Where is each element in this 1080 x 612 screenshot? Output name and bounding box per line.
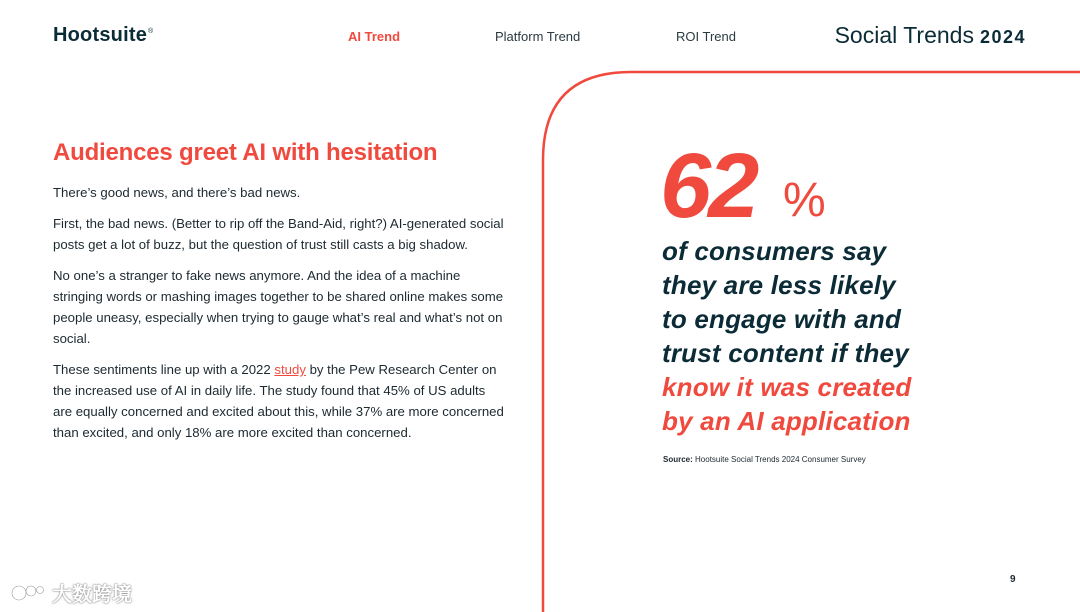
watermark-logo-icon — [10, 582, 46, 604]
nav-roi-trend[interactable]: ROI Trend — [676, 29, 736, 44]
brand-title: Social Trends — [834, 22, 974, 48]
watermark — [10, 578, 132, 607]
nav-ai-trend[interactable]: AI Trend — [348, 29, 401, 44]
article-paragraph-3: No one’s a stranger to fake news anymore. And the idea of a machine stringing words or mashing images together to be shared online makes some people uneasy, especially when trying to gauge what’s real and what’s not on social. — [53, 268, 504, 346]
logo-text: Hootsuite — [53, 24, 148, 46]
article-heading: Audiences greet AI with hesitation — [53, 139, 438, 166]
source-label: Source: — [663, 455, 693, 464]
stat-line-3: to engage with and — [662, 304, 902, 334]
stat-percent-sign: % — [783, 174, 826, 227]
paragraph-4-after: by the Pew Research Center on the increased use of AI in daily life. The study found that 45% of US adults are equally concerned and excited about this, while 37% are more concerned than excited, and only 18% are more excited than concerned. — [53, 362, 504, 440]
article-paragraph-4 — [53, 359, 505, 443]
stat-number: 62 — [660, 135, 757, 237]
article-paragraph-2: First, the bad news. (Better to rip off the Band-Aid, right?) AI-generated social posts get a lot of buzz, but the question of trust still casts a big shadow. — [53, 216, 504, 252]
article-body — [53, 182, 505, 453]
brand-year: 2024 — [979, 27, 1026, 47]
study-link[interactable]: study — [274, 362, 306, 377]
page-number: 9 — [1010, 574, 1016, 585]
stat-line-1: of consumers say — [662, 236, 887, 266]
stat-statement — [662, 234, 982, 438]
stat-highlight-line-1: know it was created — [662, 372, 912, 402]
logo-registered-mark: ® — [148, 28, 154, 36]
article-paragraph-1: There’s good news, and there’s bad news. — [53, 185, 301, 200]
paragraph-4-before: These sentiments line up with a 2022 — [53, 362, 275, 377]
source-note — [663, 455, 866, 464]
source-text: Hootsuite Social Trends 2024 Consumer Survey — [695, 455, 866, 464]
stat-highlight-line-2: by an AI application — [662, 406, 911, 436]
stat-line-4: trust content if they — [662, 338, 909, 368]
nav-platform-trend[interactable]: Platform Trend — [495, 29, 581, 44]
watermark-text: 大数跨境 — [52, 584, 132, 606]
stat-line-2: they are less likely — [662, 270, 896, 300]
